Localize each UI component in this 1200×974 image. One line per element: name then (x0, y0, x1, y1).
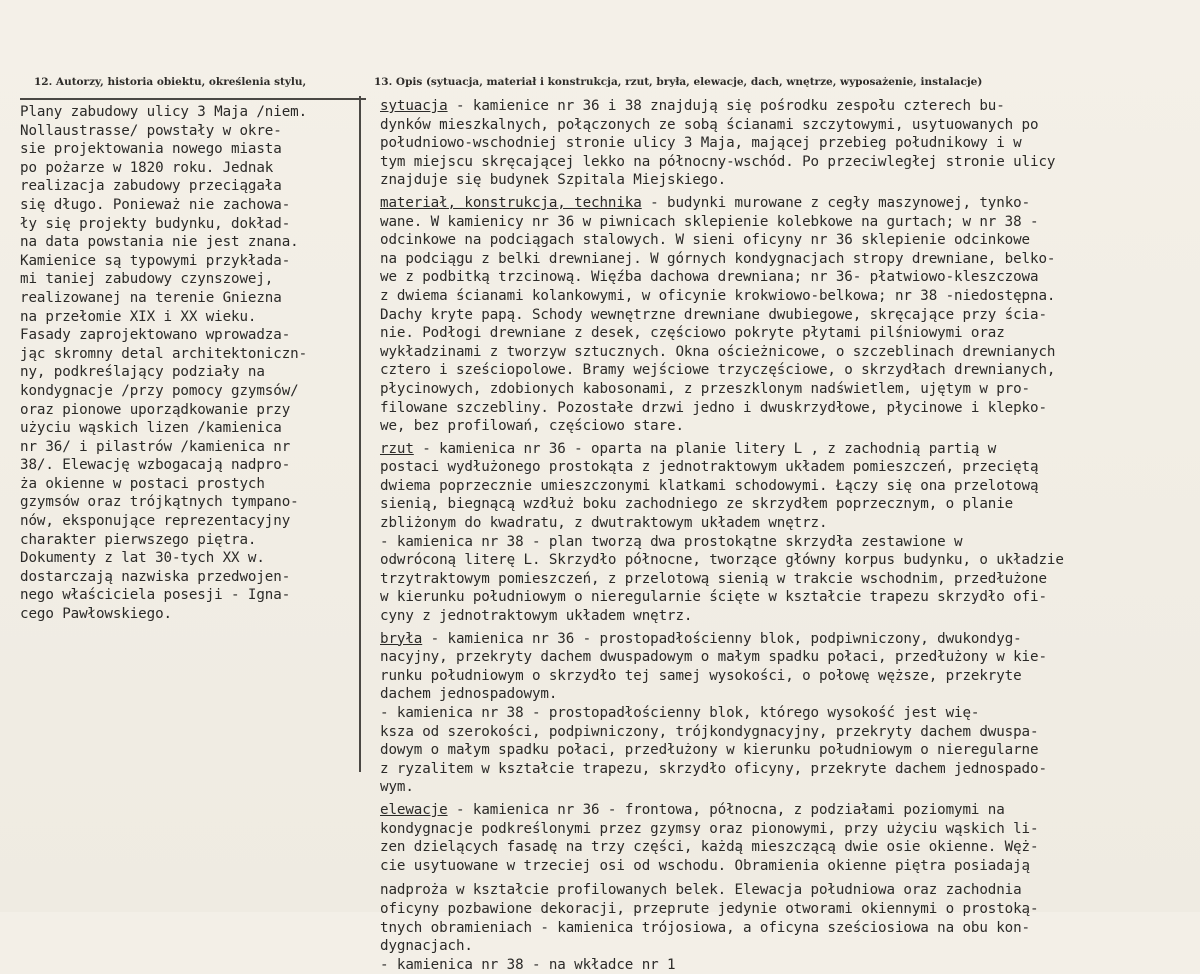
description-line: płycinowych, zdobionych kabosonami, z przeszklonym nadświetlem, ujętym w pro- (380, 380, 1031, 397)
history-line: Plany zabudowy ulicy 3 Maja /niem. (20, 104, 308, 120)
description-line: - kamienica nr 38 - na wkładce nr 1 (380, 956, 676, 973)
section-elewacje (380, 801, 1196, 974)
description-line: we z podbitką trzcinową. Więźba dachowa drewniana; nr 36- płatwiowo-kleszczowa (380, 269, 1039, 286)
description-line: sienią, biegnącą wzdłuż boku zachodniego ze skrzydłem poprzecznym, o planie (380, 496, 1014, 513)
history-line: kondygnacje /przy pomocy gzymsów/ (20, 382, 299, 399)
description-line: dowym o małym spadku połaci, przedłużony w kierunku południowym o nieregularne (380, 742, 1039, 759)
history-line: 38/. Elewację wzbogacają nadpro- (20, 457, 291, 474)
history-line: realizowanej na terenie Gniezna (20, 289, 282, 306)
description-line: nadproża w kształcie profilowanych belek. Elewacja południowa oraz zachodnia (380, 882, 1022, 899)
history-line: dostarczają nazwiska przedwojen- (20, 568, 291, 585)
section-heading: materiał, konstrukcja, technika (380, 194, 642, 211)
horizontal-rule (20, 98, 366, 100)
description-line: odwróconą literę L. Skrzydło północne, tworzące główny korpus budynku, o układzie (380, 552, 1064, 569)
history-line: nów, eksponujące reprezentacyjny (20, 513, 291, 530)
description-line: postaci wydłużonego prostokąta z jednotraktowym układem pomieszczeń, przeciętą (380, 459, 1039, 476)
section-bryła (380, 630, 1196, 797)
history-line: oraz pionowe uporządkowanie przy (20, 401, 291, 418)
description-line: dwiema poprzecznie umieszczonymi klatkami schodowymi. Łączy się ona przelotową (380, 477, 1039, 494)
section-heading: elewacje (380, 801, 448, 818)
section-12-header: 12. Autorzy, historia obiektu, określenia stylu, (34, 76, 307, 88)
description-line: wane. W kamienicy nr 36 w piwnicach sklepienie kolebkowe na gurtach; w nr 38 - (380, 213, 1039, 230)
description-line: cyny z jednotraktowym układem wnętrz. (380, 608, 693, 625)
description-line: zen dzielących fasadę na trzy części, każdą mieszczącą dwie osie okienne. Węż- (380, 839, 1039, 856)
description-line: tnych obramieniach - kamienica trójosiowa, a oficyna sześciosiowa na obu kon- (380, 919, 1031, 936)
history-line: Nollaustrasse/ powstały w okre- (20, 122, 282, 139)
column-divider (359, 96, 361, 772)
description-line: południowo-wschodniej stronie ulicy 3 Maja, mającej przebieg południkowy i w (380, 135, 1022, 152)
description-line: oficyny pozbawione dekoracji, przeprute jedynie otworami okiennymi o prostoką- (380, 900, 1039, 917)
section-rzut (380, 440, 1196, 626)
description-line: z ryzalitem w kształcie trapezu, skrzydło oficyny, przekryte dachem jednospado- (380, 760, 1047, 777)
description-line: na podciągu z belki drewnianej. W górnych kondygnacjach stropy drewniane, belko- (380, 250, 1056, 267)
section-heading: rzut (380, 440, 414, 457)
history-line: na przełomie XIX i XX wieku. (20, 308, 257, 325)
history-column (20, 103, 356, 624)
section-sytuacja (380, 97, 1196, 190)
description-line: wym. (380, 779, 414, 796)
description-line: wykładzinami z tworzyw sztucznych. Okna ościeżnicowe, o szczeblinach drewnianych (380, 343, 1056, 360)
section-13-header: 13. Opis (sytuacja, materiał i konstrukcja, rzut, bryła, elewacje, dach, wnętrze, wyposażenie, instalacje) (374, 76, 983, 88)
history-line: charakter pierwszego piętra. (20, 531, 257, 548)
description-line: ksza od szerokości, podpiwniczony, trójkondygnacyjny, przekryty dachem dwuspa- (380, 723, 1039, 740)
history-line: nr 36/ i pilastrów /kamienica nr (20, 438, 291, 455)
description-line: materiał, konstrukcja, technika - budynki murowane z cegły maszynowej, tynko- (380, 194, 1031, 211)
section-heading: bryła (380, 630, 423, 647)
description-line: kondygnacje podkreślonymi przez gzymsy oraz pionowymi, przy użyciu wąskich li- (380, 820, 1039, 837)
history-line: cego Pawłowskiego. (20, 606, 172, 623)
description-line: dynków mieszkalnych, połączonych ze sobą ścianami szczytowymi, usytuowanych po (380, 116, 1039, 133)
description-line: odcinkowe na podciągach stalowych. W sieni oficyny nr 36 sklepienie odcinkowe (380, 232, 1031, 249)
description-line: we, bez profilowań, częściowo stare. (380, 418, 684, 435)
history-line: Kamienice są typowymi przykłada- (20, 252, 291, 269)
history-line: ły się projekty budynku, dokład- (20, 215, 291, 232)
description-line: z dwiema ścianami kolankowymi, w oficynie krokwiowo-belkowa; nr 38 -niedostępna. (380, 287, 1056, 304)
description-line: sytuacja - kamienice nr 36 i 38 znajdują się pośrodku zespołu czterech bu- (380, 98, 1005, 114)
description-line: cztero i sześciopolowe. Bramy wejściowe trzyczęściowe, o skrzydłach drewnianych, (380, 362, 1056, 379)
history-line: ny, podkreślający podziały na (20, 364, 265, 381)
description-column (380, 97, 1196, 974)
description-line: znajduje się budynek Szpitala Miejskiego. (380, 172, 727, 189)
description-line: nacyjny, przekryty dachem dwuspadowym o małym spadku połaci, przedłużony w kie- (380, 649, 1047, 666)
history-line: Fasady zaprojektowano wprowadza- (20, 327, 291, 344)
description-line: w kierunku południowym o nieregularnie ścięte w kształcie trapezu skrzydło ofi- (380, 589, 1047, 606)
history-line: Dokumenty z lat 30-tych XX w. (20, 550, 265, 567)
description-line: rzut - kamienica nr 36 - oparta na planie litery L , z zachodnią partią w (380, 440, 997, 457)
history-line: nego właściciela posesji - Igna- (20, 587, 291, 604)
history-line: jąc skromny detal architektoniczn- (20, 345, 308, 362)
history-line: ża okienne w postaci prostych (20, 475, 265, 492)
description-line: Dachy kryte papą. Schody wewnętrzne drewniane dwubiegowe, skręcające przy ścia- (380, 306, 1047, 323)
description-line: elewacje - kamienica nr 36 - frontowa, północna, z podziałami poziomymi na (380, 801, 1005, 818)
description-line: - kamienica nr 38 - prostopadłościenny blok, którego wysokość jest wię- (380, 705, 980, 721)
description-line: zbliżonym do kwadratu, z dwutraktowym układem wnętrz. (380, 515, 828, 532)
history-line: użyciu wąskich lizen /kamienica (20, 420, 282, 437)
history-line: na data powstania nie jest znana. (20, 234, 299, 251)
description-line: filowane szczebliny. Pozostałe drzwi jedno i dwuskrzydłowe, płycinowe i klepko- (380, 399, 1047, 416)
description-line: runku południowym o skrzydło tej samej wysokości, o połowę węższe, przekryte (380, 667, 1022, 684)
description-line: dachem jednospadowym. (380, 686, 558, 703)
section-materiał (380, 194, 1196, 436)
description-line: - kamienica nr 38 - plan tworzą dwa prostokątne skrzydła zestawione w (380, 533, 963, 550)
description-line: cie usytuowane w trzeciej osi od wschodu. Obramienia okienne piętra posiadają (380, 857, 1031, 874)
description-line: dygnacjach. (380, 938, 473, 955)
description-line: bryła - kamienica nr 36 - prostopadłościenny blok, podpiwniczony, dwukondyg- (380, 630, 1022, 647)
description-line: tym miejscu skręcającej lekko na północny-wschód. Po przeciwległej stronie ulicy (380, 153, 1056, 170)
history-line: się długo. Ponieważ nie zachowa- (20, 196, 291, 213)
history-line: realizacja zabudowy przeciągała (20, 178, 282, 195)
history-line: sie projektowania nowego miasta (20, 141, 282, 158)
history-line: po pożarze w 1820 roku. Jednak (20, 159, 274, 176)
history-line: gzymsów oraz trójkątnych tympano- (20, 494, 299, 511)
history-line: mi taniej zabudowy czynszowej, (20, 271, 274, 288)
section-heading: sytuacja (380, 98, 448, 114)
description-line: trzytraktowym pomieszczeń, z przelotową sienią w trakcie wschodnim, przedłużone (380, 570, 1047, 587)
description-line: nie. Podłogi drewniane z desek, częściowo pokryte płytami pilśniowymi oraz (380, 325, 1005, 342)
